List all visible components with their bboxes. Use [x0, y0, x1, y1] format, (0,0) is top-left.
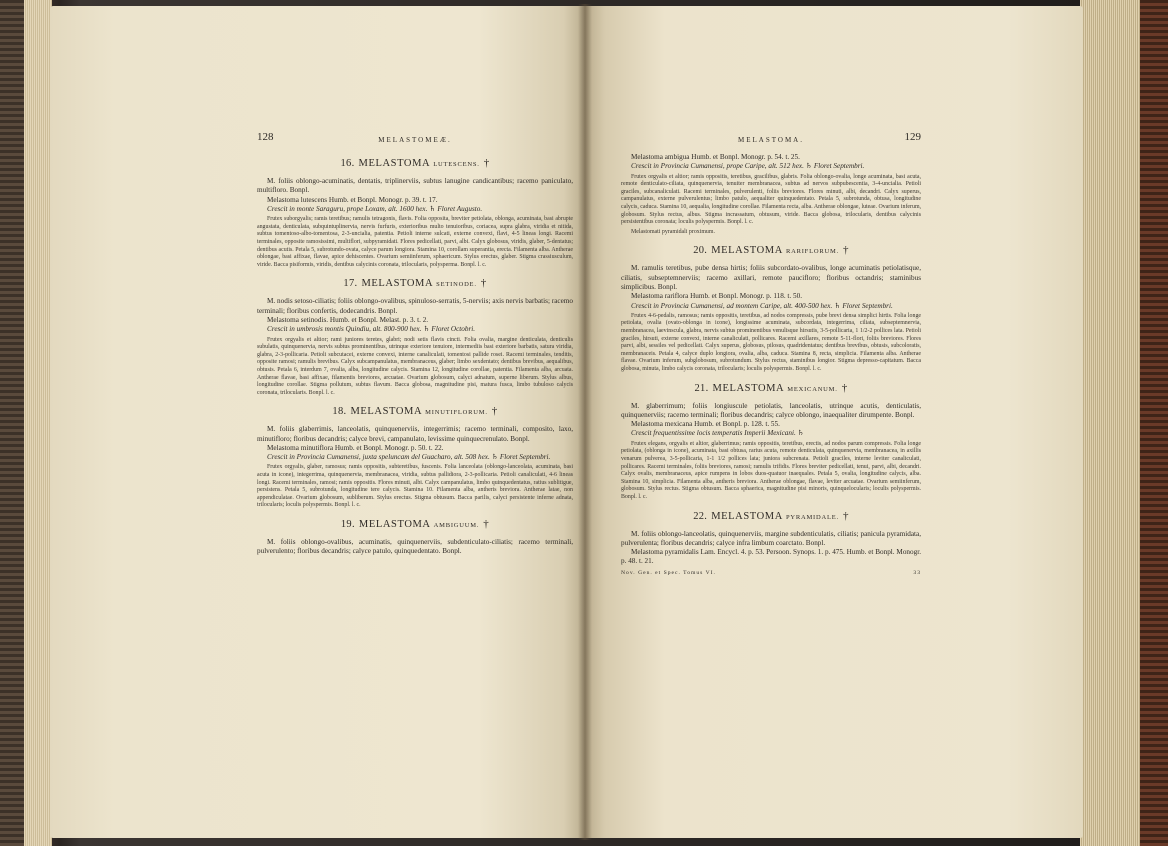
species-diagnosis: M. foliis glaberrimis, lanceolatis, quinquenerviis, integerrimis; racemo terminali, composito, laxo, minutifloro; floribus decandris; calyce brevi, campanulato, levissime quinquecrenulato. Bonpl.: [257, 425, 573, 443]
genus-name: MELASTOMA: [711, 510, 783, 522]
species-heading: [257, 518, 573, 532]
dagger-mark: †: [842, 509, 849, 522]
species-diagnosis: M. glaberrimum; foliis longiuscule petiolatis, lanceolatis, utrinque acutis, denticulatis, quinquenerviis; racemo terminali; floribus decandris; calyce oblongo, inaequaliter dirumpente. Bonpl.: [621, 401, 921, 419]
sheet-number: 33: [913, 569, 921, 576]
right-page-column: [621, 131, 921, 577]
page-edges-right: [1080, 0, 1140, 846]
species-habitat: Crescit in Provincia Cumanensi, juxta speluncam del Guacharo, alt. 508 hex. ♄ Floret Septembri.: [267, 453, 551, 462]
species-number: 19.: [340, 519, 355, 531]
species-note: Melastomati pyramidali proximum.: [631, 228, 715, 235]
species-heading: [621, 244, 921, 258]
species-epithet: MEXICANUM.: [787, 385, 838, 393]
running-head: [621, 131, 921, 149]
signature-line: [621, 569, 921, 577]
species-description: Frutex suborgyalis; ramis teretibus; ramulis tetragonis, flavis. Folia opposita, breviter petiolata, oblonga, acuminata, basi abrupte angustata, denticulata, subquintuplinervia, nervis furfuris, exterioribus multo tenuioribus, coriacea, supra glabra, viridia et nitida, subtus tomentoso-albo-tomentosa, 2-3-uncialia, patentia. Petioli interne sulcati, externe convexi, flavi, 4-5 lineas longi. Racemi terminales, opposite ramosissimi, multiflori, subpyramidati. Flores pedicellati, parvi, albi. Calyx globosus, viridis, glaber, 5-dentatus; dentibus acutis. Petala 5, subrotundo-ovata, calyce parum longiora. Stamina 10, corollam superantia, erecta. Filamenta alba. Antherae oblongae, basi affixae, flavae, apice dehiscentes. Ovarium semiinferum, sphaericum. Stylus erectus, glaber. Stigma crassiusculum, viride. Bacca pisiformis, viridis, dentibus calycinis coronata, trilocularis, polysperma. Bonpl. l. c.: [257, 216, 573, 268]
book-cover-right: [1140, 0, 1168, 846]
species-description: Frutex orgyalis, glaber, ramosus; ramis oppositis, subteretibus, fuscenis. Folia lanceolata (oblongo-lanceolata, acuminata, basi acuta in icone), integerrima, quinquenervia, membranacea, viridia, subtus pallidiora, 2-3-pollicaria. Petioli canaliculati, 4-6 lineas longi. Racemi terminales, ramosi; ramis oppositis. Flores minuti, albi. Calyx campanulatus, limbo quinquedentatus, ratius sublitigue, persistens. Petala 5, subrotunda, longitudine tere calycis. Stamina 10. Filamenta alba, antheris breviora. Antherae latae, non appendiculatae. Ovarium globosum, subliberum. Stylus erectus. Stigma obtusum. Bacca parilis, calyci persistente inferne adnata, trilocularis; loculis polyspermis. Bonpl. l. c.: [257, 464, 573, 509]
species-description: Frutex orgyalis et altior; rami juniores teretes, glabri; nodi setis flavis cincti. Folia ovalia, margine denticulata, denticulis subulatis, quinquenervia, nervis subtus prominentibus, utrinque exteriore tenuiore, intermediis basi exteriore barbatis, satura viridia, glabra, 2-3-pollicaria. Petioli subcutacei, externe convexi, interne canaliculati, tomentosi pallide rosei. Racemi terminales, tenditis, opposite ramosi; ramulis brevibus. Calyx subcampanulatus, membranaceus, glaber; limbo sexdentato; dentibus brevibus, aequalibus, obtusis. Petala 6, interdum 7, ovalia, alba, longitudine calycis. Stamina 12, longitudine corollae, patentia. Filamenta alba, arcuata. Antherae flavae, basi affixae, filamentis breviores, arcuatae. Ovarium globosum, calyci adnatum, superne liberum. Stylus albus, longitudine corollae. Stigma pollutum, subtus flavum. Bacca globosa, magnitudine pisi, matura fusca, limbo tubuloso calycis coronata, trilocularis. Bonpl. l. c.: [257, 336, 573, 396]
species-heading: [621, 382, 921, 396]
species-heading: [257, 157, 573, 171]
species-diagnosis: M. foliis oblongo-ovalibus, acuminatis, quinquenerviis, subdenticulato-ciliatis; racemo terminali, pulverulento; floribus decandris; calyce patulo, quinquedentato. Bonpl.: [257, 538, 573, 556]
species-number: 18.: [332, 406, 347, 418]
dagger-mark: †: [483, 157, 490, 169]
book-gutter: [578, 4, 592, 840]
species-description: Frutex 4-6-pedalis, ramosus; ramis oppositis, teretibus, ad nodos compressis, pube brevi densa simplici hirtis. Folia longe petiolata, ovalia (ovato-oblonga in icone), longissime acuminata, subcordata, integerrima, ciliata, subseptemnervia, membranacea, laevinscula, glabra, nervis subtus prominentibus venulisque hirsutis, 3-5-pollicaria, 1 1/2-2 pollices lata. Petioli graciles, hirsuti, externe convexi, interne canaliculati, pollicares. Racemi axillares, remote 5-11-flori, foliis breviores. Flores parvi, albi, sessiles vel pedicellati. Calyx superus, globosus, pilosus, quadridentatus; dentibus brevibus, obtusis, subcoloratis, membranaceis. Petala 4, calyce duplo longiora, ovalia, alba, caduca. Stamina 8, recta, simplicia. Filamenta alba. Antherae flavae. Ovarium inferum, subglobosum, subrotundum. Stylus rectus, staminibus longior. Stigma depresso-capitatum. Bacca globosa, minuta, limbo calycis coronata, trilocularis; loculis polyspermis. Bonpl. l. c.: [621, 312, 921, 372]
dagger-mark: †: [491, 405, 498, 418]
genus-name: MELASTOMA: [712, 382, 785, 394]
species-habitat: Crescit in umbrosis montis Quindiu, alt. 800-900 hex. ♄ Floret Octobri.: [267, 325, 476, 334]
species-habitat: Crescit in monte Saraguru, prope Loxam, alt. 1600 hex. ♄ Floret Augusto.: [267, 204, 483, 213]
genus-name: MELASTOMA: [350, 406, 423, 418]
species-number: 17.: [343, 278, 358, 290]
dagger-mark: †: [841, 381, 848, 394]
genus-name: MELASTOMA: [361, 278, 434, 290]
dagger-mark: †: [480, 277, 487, 290]
genus-name: MELASTOMA: [358, 158, 431, 169]
signature-mark: Nov. Gen. et Spec. Tomus VI.: [621, 569, 716, 576]
species-synonym: Melastoma rariflora Humb. et Bonpl. Monogr. p. 118. t. 50.: [631, 292, 803, 301]
species-description: Frutex orgyalis et altior; ramis oppositis, teretibus, gracilibus, glabris. Folia oblongo-ovalia, longe acuminata, basi acuta, remote denticulato-ciliata, quinquenervia, tenuiter membranacea, subtus ad nervos subpubescentia, 3-4-uncialia. Petioli graciles, subcanaliculati. Racemi terminales, pulverulenti, foliis breviores. Flores minuti, albi, decandri. Calyx superus, campanulatus, externe pulverulentus; limbo patulo, aequaliter quinquedentato. Petala 5, subrotunda, obtusa, longitudine calycis, caduca. Stamina 10, aequalia, longitudine corollae. Filamenta recta, alba. Antherae oblongae, luteae. Ovarium inferum, globosum. Stylus rectus, albus. Stigma incrassatum, obtusum, viride. Bacca globosa, trilocularis, dentibus calycinis persistentibus coronata; loculis polyspermis. Bonpl. l. c.: [621, 173, 921, 226]
species-synonym: Melastoma lutescens Humb. et Bonpl. Monogr. p. 39. t. 17.: [267, 195, 438, 204]
species-synonym: Melastoma mexicana Humb. et Bonpl. p. 128. t. 55.: [631, 420, 780, 429]
species-number: 16.: [340, 158, 355, 169]
genus-name: MELASTOMA: [358, 519, 431, 531]
species-habitat: Crescit in Provincia Cumanensi, prope Caripe, alt. 512 hex. ♄ Floret Septembri.: [631, 162, 865, 171]
species-synonym: Melastoma ambigua Humb. et Bonpl. Monogr. p. 54. t. 25.: [631, 153, 800, 161]
left-page-column: [257, 131, 573, 557]
species-habitat: Crescit frequentissime locis temperatis Imperii Mexicani. ♄: [631, 429, 804, 438]
running-title: MELASTOMA.: [738, 136, 804, 144]
species-epithet: SETINODE.: [436, 281, 477, 289]
species-heading: [257, 277, 573, 291]
running-head: [257, 131, 573, 149]
species-diagnosis: M. nodis setoso-ciliatis; foliis oblongo-ovalibus, spinuloso-serratis, 5-nerviis; axis nervis barbatis; racemo terminali; floribus confertis, dodecandris. Bonpl.: [257, 297, 573, 315]
species-synonym: Melastoma pyramidalis Lam. Encycl. 4. p. 53. Persoon. Synops. 1. p. 475. Humb. et Bonpl. Monogr. p. 48. t. 21.: [621, 548, 921, 566]
running-title: MELASTOMEÆ.: [378, 136, 452, 144]
species-synonym: Melastoma setinodis. Humb. et Bonpl. Melast. p. 3. t. 2.: [267, 315, 429, 324]
species-heading: [621, 510, 921, 524]
page-number: 129: [904, 131, 921, 143]
species-epithet: RARIFLORUM.: [785, 248, 839, 256]
species-diagnosis: M. ramulis teretibus, pube densa hirtis; foliis subcordato-ovalibus, longe acuminatis petiolatisque, ciliatis, subseptemnerviis; racemo axillari, remote paucifloro; floribus octandris; staminibus simplicibus. Bonpl.: [621, 264, 921, 291]
page-number: 128: [257, 131, 274, 143]
page-edges-left: [24, 0, 52, 846]
species-diagnosis: M. foliis oblongo-lanceolatis, quinquenerviis, margine subdenticulatis, ciliatis; panicula pyramidata, pulverulenta; floribus decandris; calyce infra limbum coarctato. Bonpl.: [621, 529, 921, 547]
species-habitat: Crescit in Provincia Cumanensi, ad montem Caripe, alt. 400-500 hex. ♄ Floret Septembri.: [631, 301, 893, 310]
species-epithet: AMBIGUUM.: [433, 522, 480, 530]
species-number: 21.: [694, 382, 709, 394]
genus-name: MELASTOMA: [711, 245, 783, 257]
species-number: 20.: [693, 245, 708, 257]
species-number: 22.: [693, 510, 708, 522]
species-synonym: Melastoma minutiflora Humb. et Bonpl. Monogr. p. 50. t. 22.: [267, 443, 444, 452]
species-epithet: LUTESCENS.: [433, 161, 480, 168]
species-epithet: MINUTIFLORUM.: [425, 409, 488, 417]
species-description: Frutex elegans, orgyalis et altior, glaberrimus; ramis oppositis, teretibus, erectis, ad nodos parum compressis. Folia longe petiolata, (oblonga in icone), acuminata, basi obtusa, rarius acuta, remote denticulata, quinquenervia, membranacea, in axillis venarum pulverea, 3-5-pollicaria, 1-1 1/2 pollices lata; juniora subcrenata. Petioli graciles, interne leviter canaliculati, pollicares. Racemi terminales, foliis breviores, ramosi; ramulis trifidis. Flores breviter pedicellati, tenui, parvi, albi, decandri. Calyx ovalis, membranaceus, apice rumpens in lobos duos-quatuor inaequales. Petala 5, ovalia, longitudine calycis, alba. Stamina 10, simplicia. Filamenta alba, antheris breviora. Antherae oblongae, flavae, leviter arcuatae. Ovarium semiinferum, globosum. Stylus rectus. Stigma obtusum. Bacca sphaerica, magnitudine pisi minoris, quinquelocularis; loculis polyspermis. Bonpl. l. c.: [621, 440, 921, 500]
species-diagnosis: M. foliis oblongo-acuminatis, dentatis, triplinerviis, subtus lanugine candicantibus; racemo paniculato, multifloro. Bonpl.: [257, 177, 573, 195]
dagger-mark: †: [483, 518, 490, 531]
dagger-mark: †: [842, 244, 849, 257]
species-heading: [257, 405, 573, 419]
species-epithet: PYRAMIDALE.: [785, 513, 839, 521]
